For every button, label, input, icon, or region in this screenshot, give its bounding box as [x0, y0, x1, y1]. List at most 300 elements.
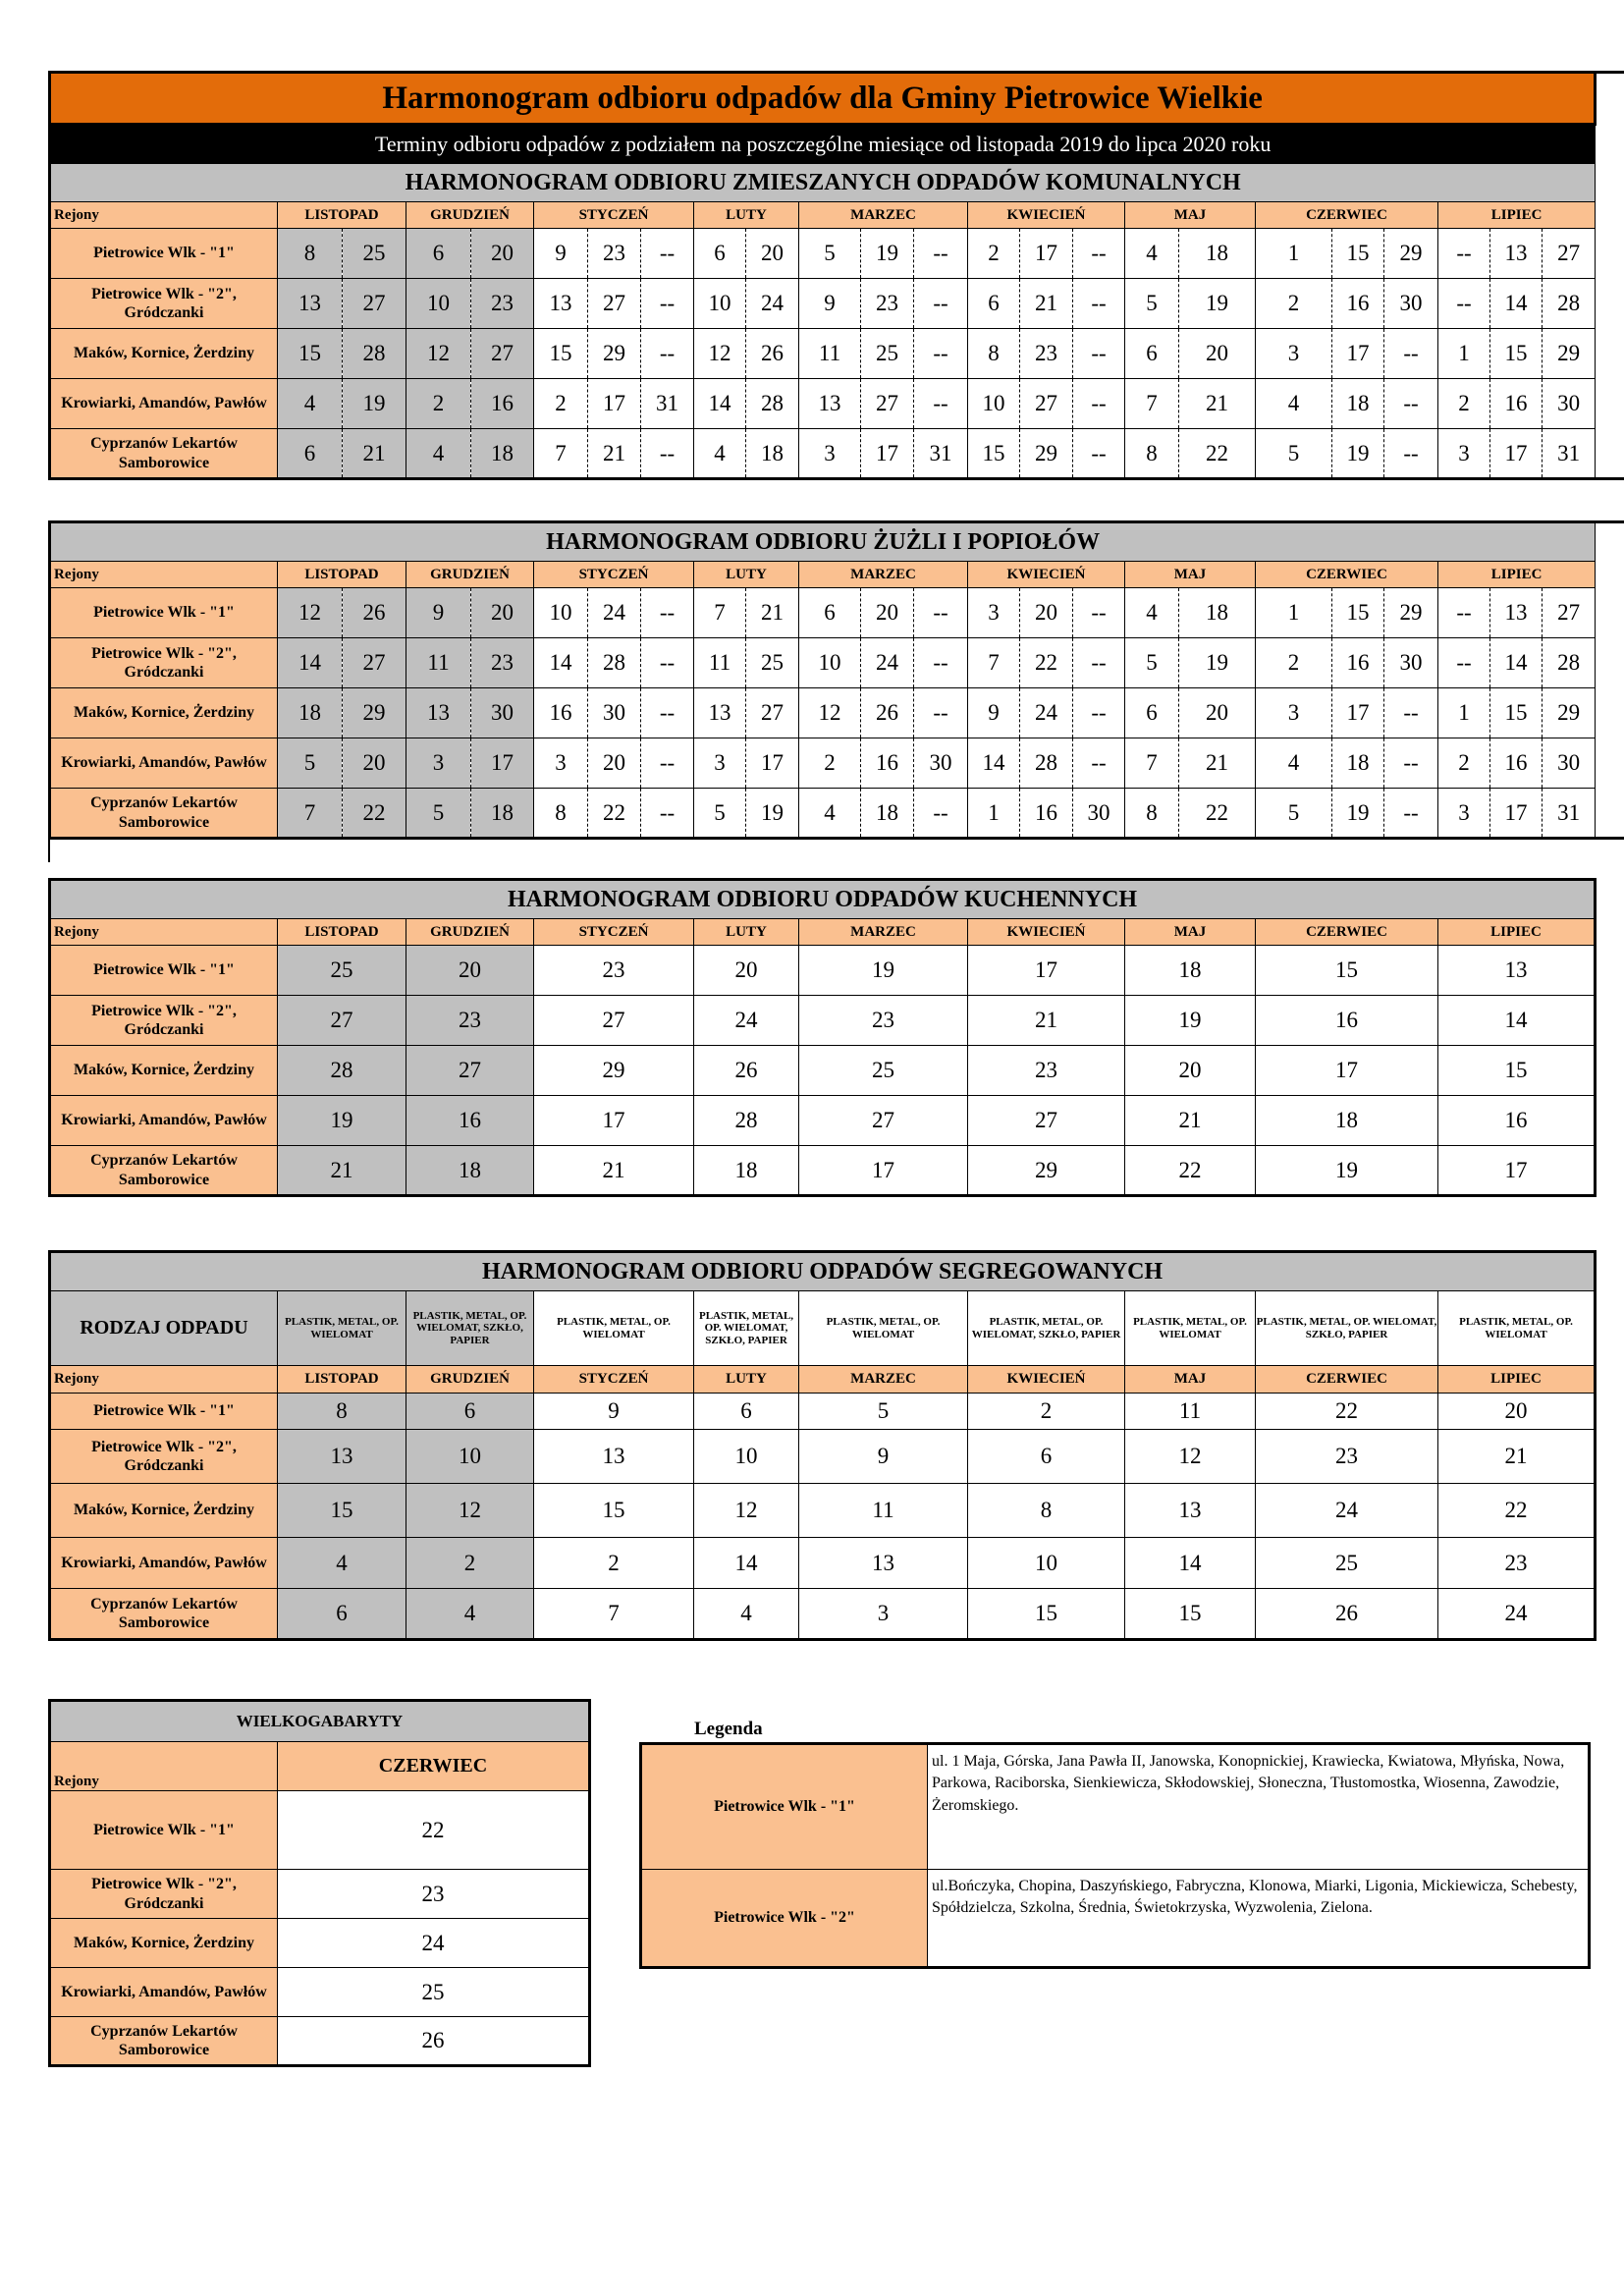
- table-row: [50, 688, 1624, 738]
- page-title: Harmonogram odbioru odpadów dla Gminy Pietrowice Wielkie: [50, 73, 1596, 125]
- waste-type: PLASTIK, METAL, OP. WIELOMAT: [1125, 1291, 1256, 1366]
- pickup-date: 24: [861, 638, 914, 688]
- month-header-3: LUTY: [694, 1366, 799, 1394]
- bulky-rejony-label: Rejony: [50, 1742, 278, 1791]
- pickup-date: 22: [1438, 1484, 1596, 1538]
- pickup-date: 15: [1256, 946, 1438, 996]
- region-label: Maków, Kornice, Żerdziny: [50, 1046, 278, 1096]
- month-header-6: MAJ: [1125, 1366, 1256, 1394]
- pickup-date: 8: [968, 329, 1020, 379]
- pickup-date: 4: [1125, 588, 1179, 638]
- pickup-date: 9: [534, 229, 588, 279]
- pickup-date: 18: [746, 429, 799, 479]
- waste-type: PLASTIK, METAL, OP. WIELOMAT, SZKŁO, PAPIER: [694, 1291, 799, 1366]
- pickup-date: 14: [1490, 638, 1543, 688]
- pickup-date: 15: [1490, 329, 1543, 379]
- pickup-date: 6: [278, 1589, 406, 1640]
- waste-type-label: RODZAJ ODPADU: [50, 1291, 278, 1366]
- pickup-date: 16: [1332, 638, 1384, 688]
- pickup-date: 3: [968, 588, 1020, 638]
- pickup-date: 1: [1438, 329, 1490, 379]
- pickup-date: 10: [694, 1430, 799, 1484]
- pickup-date: 21: [343, 429, 406, 479]
- schedule-sorted-waste: [50, 1291, 1596, 1640]
- pickup-date: 7: [534, 1589, 694, 1640]
- pickup-date: 23: [588, 229, 641, 279]
- pickup-date: 9: [799, 279, 861, 329]
- pickup-date: 18: [861, 789, 914, 839]
- pickup-date: 17: [471, 738, 534, 789]
- pickup-date: 29: [1020, 429, 1073, 479]
- pickup-date: 19: [1332, 429, 1384, 479]
- pickup-date: 19: [799, 946, 968, 996]
- region-label: Pietrowice Wlk - "2", Gródczanki: [50, 1430, 278, 1484]
- pickup-date: 27: [1543, 229, 1596, 279]
- pickup-date: 9: [406, 588, 471, 638]
- month-header-1: GRUDZIEŃ: [406, 562, 534, 588]
- pickup-date: --: [1384, 429, 1438, 479]
- pickup-date: 18: [1332, 738, 1384, 789]
- month-header-5: KWIECIEŃ: [968, 1366, 1125, 1394]
- pickup-date: 12: [694, 1484, 799, 1538]
- pickup-date: 24: [588, 588, 641, 638]
- month-header-2: STYCZEŃ: [534, 919, 694, 946]
- pickup-date: 8: [534, 789, 588, 839]
- pickup-date: 15: [278, 329, 343, 379]
- pickup-date: 28: [343, 329, 406, 379]
- pickup-date: 2: [406, 379, 471, 429]
- region-label: Pietrowice Wlk - "1": [50, 588, 278, 638]
- pickup-date: 3: [694, 738, 746, 789]
- pickup-date: 20: [1179, 329, 1256, 379]
- table-row: [50, 1430, 1596, 1484]
- pickup-date: 5: [799, 229, 861, 279]
- pickup-date: 21: [1179, 738, 1256, 789]
- rejony-header: Rejony: [50, 919, 278, 946]
- table-row: [50, 229, 1624, 279]
- pickup-date: 24: [746, 279, 799, 329]
- pickup-date: 21: [278, 1146, 406, 1196]
- table-row: [50, 279, 1624, 329]
- pickup-date: 9: [534, 1394, 694, 1430]
- pickup-date: 5: [1256, 789, 1332, 839]
- pickup-date: 10: [968, 379, 1020, 429]
- pickup-date: 6: [968, 279, 1020, 329]
- pickup-date: 1: [1256, 229, 1332, 279]
- pickup-date: 3: [1256, 329, 1332, 379]
- pickup-date: 13: [1438, 946, 1596, 996]
- region-label: Cyprzanów Lekartów Samborowice: [50, 789, 278, 839]
- bulky-date: 23: [278, 1870, 590, 1919]
- pickup-date: --: [914, 638, 968, 688]
- pickup-date: 25: [799, 1046, 968, 1096]
- pickup-date: 16: [1020, 789, 1073, 839]
- pickup-date: 18: [694, 1146, 799, 1196]
- pickup-date: 28: [1543, 638, 1596, 688]
- pickup-date: 28: [278, 1046, 406, 1096]
- pickup-date: 26: [746, 329, 799, 379]
- pickup-date: 5: [1125, 279, 1179, 329]
- pickup-date: 17: [861, 429, 914, 479]
- pickup-date: --: [1073, 379, 1125, 429]
- pickup-date: 22: [1020, 638, 1073, 688]
- table-row: [50, 1046, 1596, 1096]
- pickup-date: --: [1073, 588, 1125, 638]
- pickup-date: 1: [1256, 588, 1332, 638]
- divider-line: [48, 837, 50, 862]
- pickup-date: 5: [694, 789, 746, 839]
- pickup-date: 27: [406, 1046, 534, 1096]
- pickup-date: 17: [588, 379, 641, 429]
- pickup-date: 17: [1020, 229, 1073, 279]
- table-row: [50, 588, 1624, 638]
- waste-type: PLASTIK, METAL, OP. WIELOMAT: [534, 1291, 694, 1366]
- pickup-date: 1: [968, 789, 1020, 839]
- pickup-date: 2: [1256, 638, 1332, 688]
- pickup-date: --: [641, 588, 694, 638]
- pickup-date: 6: [1125, 329, 1179, 379]
- pickup-date: 21: [968, 996, 1125, 1046]
- pickup-date: 29: [343, 688, 406, 738]
- pickup-date: 12: [1125, 1430, 1256, 1484]
- pickup-date: 13: [1125, 1484, 1256, 1538]
- pickup-date: 30: [471, 688, 534, 738]
- pickup-date: --: [641, 229, 694, 279]
- pickup-date: 21: [1020, 279, 1073, 329]
- pickup-date: 19: [861, 229, 914, 279]
- pickup-date: --: [641, 688, 694, 738]
- pickup-date: 13: [1490, 229, 1543, 279]
- region-label: Cyprzanów Lekartów Samborowice: [50, 429, 278, 479]
- region-label: Krowiarki, Amandów, Pawłów: [50, 738, 278, 789]
- pickup-date: 13: [406, 688, 471, 738]
- pickup-date: 30: [1384, 638, 1438, 688]
- pickup-date: 24: [1256, 1484, 1438, 1538]
- pickup-date: --: [914, 229, 968, 279]
- pickup-date: 2: [1438, 379, 1490, 429]
- waste-type: PLASTIK, METAL, OP. WIELOMAT: [1438, 1291, 1596, 1366]
- pickup-date: --: [1384, 688, 1438, 738]
- pickup-date: 18: [1125, 946, 1256, 996]
- pickup-date: 27: [968, 1096, 1125, 1146]
- month-header-7: CZERWIEC: [1256, 562, 1438, 588]
- pickup-date: --: [1073, 429, 1125, 479]
- pickup-date: 13: [534, 1430, 694, 1484]
- pickup-date: 2: [968, 1394, 1125, 1430]
- pickup-date: 27: [278, 996, 406, 1046]
- region-label: Maków, Kornice, Żerdziny: [50, 1484, 278, 1538]
- pickup-date: --: [641, 329, 694, 379]
- table-row: [50, 1394, 1596, 1430]
- pickup-date: --: [1073, 638, 1125, 688]
- page-subtitle: Terminy odbioru odpadów z podziałem na poszczególne miesiące od listopada 2019 do lipca 2020 roku: [50, 125, 1596, 164]
- pickup-date: 15: [968, 1589, 1125, 1640]
- pickup-date: 26: [1256, 1589, 1438, 1640]
- table-row: [50, 429, 1624, 479]
- pickup-date: 11: [799, 1484, 968, 1538]
- month-header-2: STYCZEŃ: [534, 1366, 694, 1394]
- pickup-date: 20: [1438, 1394, 1596, 1430]
- pickup-date: --: [914, 789, 968, 839]
- pickup-date: 25: [746, 638, 799, 688]
- month-header-4: MARZEC: [799, 1366, 968, 1394]
- region-label: Cyprzanów Lekartów Samborowice: [50, 1146, 278, 1196]
- pickup-date: 16: [1332, 279, 1384, 329]
- pickup-date: --: [1384, 329, 1438, 379]
- pickup-date: 28: [694, 1096, 799, 1146]
- pickup-date: 29: [1543, 688, 1596, 738]
- pickup-date: --: [1438, 638, 1490, 688]
- pickup-date: 13: [1490, 588, 1543, 638]
- pickup-date: 16: [534, 688, 588, 738]
- pickup-date: 16: [1256, 996, 1438, 1046]
- pickup-date: 29: [534, 1046, 694, 1096]
- pickup-date: 17: [1256, 1046, 1438, 1096]
- pickup-date: 23: [1438, 1538, 1596, 1589]
- pickup-date: 5: [1125, 638, 1179, 688]
- pickup-date: 17: [1332, 329, 1384, 379]
- pickup-date: 16: [1438, 1096, 1596, 1146]
- pickup-date: 7: [1125, 379, 1179, 429]
- pickup-date: 17: [1490, 429, 1543, 479]
- legend-table: [639, 1742, 1591, 1969]
- pickup-date: 15: [1490, 688, 1543, 738]
- pickup-date: 13: [694, 688, 746, 738]
- pickup-date: 3: [406, 738, 471, 789]
- bulky-date: 22: [278, 1791, 590, 1870]
- pickup-date: 14: [278, 638, 343, 688]
- pickup-date: 6: [406, 1394, 534, 1430]
- pickup-date: 6: [968, 1430, 1125, 1484]
- table-row: [50, 1538, 1596, 1589]
- pickup-date: 16: [471, 379, 534, 429]
- pickup-date: 27: [534, 996, 694, 1046]
- pickup-date: --: [1073, 688, 1125, 738]
- pickup-date: 10: [968, 1538, 1125, 1589]
- pickup-date: 4: [694, 429, 746, 479]
- pickup-date: --: [1438, 279, 1490, 329]
- pickup-date: 9: [799, 1430, 968, 1484]
- bulky-date: 26: [278, 2017, 590, 2066]
- pickup-date: --: [1438, 229, 1490, 279]
- pickup-date: 22: [1179, 429, 1256, 479]
- pickup-date: 19: [1179, 638, 1256, 688]
- pickup-date: 4: [694, 1589, 799, 1640]
- pickup-date: 22: [1125, 1146, 1256, 1196]
- waste-type: PLASTIK, METAL, OP. WIELOMAT, SZKŁO, PAPIER: [968, 1291, 1125, 1366]
- pickup-date: 6: [694, 229, 746, 279]
- pickup-date: 22: [588, 789, 641, 839]
- pickup-date: 20: [471, 588, 534, 638]
- pickup-date: 29: [968, 1146, 1125, 1196]
- legend-title: Legenda: [694, 1719, 763, 1739]
- pickup-date: 24: [1438, 1589, 1596, 1640]
- pickup-date: 27: [799, 1096, 968, 1146]
- pickup-date: 19: [1179, 279, 1256, 329]
- bulky-date: 24: [278, 1919, 590, 1968]
- month-header-1: GRUDZIEŃ: [406, 919, 534, 946]
- month-header-6: MAJ: [1125, 202, 1256, 229]
- pickup-date: 18: [1332, 379, 1384, 429]
- pickup-date: --: [1073, 279, 1125, 329]
- pickup-date: --: [641, 738, 694, 789]
- rejony-header: Rejony: [50, 202, 278, 229]
- pickup-date: 29: [588, 329, 641, 379]
- pickup-date: 5: [799, 1394, 968, 1430]
- pickup-date: 8: [278, 229, 343, 279]
- pickup-date: 6: [694, 1394, 799, 1430]
- pickup-date: 19: [278, 1096, 406, 1146]
- pickup-date: 23: [968, 1046, 1125, 1096]
- pickup-date: 19: [746, 789, 799, 839]
- pickup-date: 7: [694, 588, 746, 638]
- pickup-date: --: [641, 279, 694, 329]
- pickup-date: 5: [278, 738, 343, 789]
- pickup-date: 11: [694, 638, 746, 688]
- month-header-3: LUTY: [694, 919, 799, 946]
- pickup-date: 2: [534, 1538, 694, 1589]
- pickup-date: 6: [799, 588, 861, 638]
- table-row: [50, 379, 1624, 429]
- table-row: [50, 1146, 1596, 1196]
- pickup-date: 31: [1543, 429, 1596, 479]
- pickup-date: 6: [406, 229, 471, 279]
- month-header-2: STYCZEŃ: [534, 562, 694, 588]
- legend-streets: ul.Bończyka, Chopina, Daszyńskiego, Fabryczna, Klonowa, Miarki, Ligonia, Mickiewicza, Schebesty, Spółdzielcza, Szkolna, Średnia, Świetokrzyska, Wyzwolenia, Zielona.: [928, 1870, 1590, 1968]
- pickup-date: 16: [1490, 379, 1543, 429]
- waste-type: PLASTIK, METAL, OP. WIELOMAT: [278, 1291, 406, 1366]
- pickup-date: 28: [588, 638, 641, 688]
- pickup-date: 17: [534, 1096, 694, 1146]
- month-header-0: LISTOPAD: [278, 919, 406, 946]
- pickup-date: 30: [914, 738, 968, 789]
- pickup-date: 23: [861, 279, 914, 329]
- pickup-date: 2: [1256, 279, 1332, 329]
- pickup-date: --: [1073, 329, 1125, 379]
- pickup-date: 16: [861, 738, 914, 789]
- month-header-7: CZERWIEC: [1256, 919, 1438, 946]
- pickup-date: 3: [1256, 688, 1332, 738]
- pickup-date: 1: [1438, 688, 1490, 738]
- pickup-date: 19: [343, 379, 406, 429]
- pickup-date: --: [914, 379, 968, 429]
- pickup-date: 27: [1543, 588, 1596, 638]
- month-header-1: GRUDZIEŃ: [406, 202, 534, 229]
- pickup-date: 5: [1256, 429, 1332, 479]
- table-row: [50, 329, 1624, 379]
- pickup-date: 29: [1543, 329, 1596, 379]
- pickup-date: 22: [1179, 789, 1256, 839]
- pickup-date: 20: [1020, 588, 1073, 638]
- pickup-date: 8: [1125, 429, 1179, 479]
- pickup-date: 18: [1179, 588, 1256, 638]
- pickup-date: 2: [968, 229, 1020, 279]
- region-label: Pietrowice Wlk - "2", Gródczanki: [50, 996, 278, 1046]
- pickup-date: --: [1073, 738, 1125, 789]
- pickup-date: 28: [746, 379, 799, 429]
- table-row: [50, 1096, 1596, 1146]
- pickup-date: 15: [1332, 229, 1384, 279]
- pickup-date: --: [1384, 379, 1438, 429]
- pickup-date: 12: [799, 688, 861, 738]
- table-row: [50, 946, 1596, 996]
- table-row: [50, 1589, 1596, 1640]
- pickup-date: 7: [534, 429, 588, 479]
- month-header-5: KWIECIEŃ: [968, 919, 1125, 946]
- pickup-date: 20: [1179, 688, 1256, 738]
- pickup-date: 31: [641, 379, 694, 429]
- pickup-date: 21: [588, 429, 641, 479]
- pickup-date: 23: [471, 638, 534, 688]
- pickup-date: 29: [1384, 229, 1438, 279]
- pickup-date: 24: [694, 996, 799, 1046]
- pickup-date: --: [914, 279, 968, 329]
- pickup-date: 4: [406, 1589, 534, 1640]
- region-label: Pietrowice Wlk - "1": [50, 229, 278, 279]
- pickup-date: 2: [406, 1538, 534, 1589]
- pickup-date: 22: [1256, 1394, 1438, 1430]
- pickup-date: 2: [1438, 738, 1490, 789]
- pickup-date: 21: [534, 1146, 694, 1196]
- pickup-date: 30: [1543, 738, 1596, 789]
- pickup-date: 8: [1125, 789, 1179, 839]
- region-label: Maków, Kornice, Żerdziny: [50, 688, 278, 738]
- pickup-date: 15: [278, 1484, 406, 1538]
- pickup-date: 21: [1179, 379, 1256, 429]
- schedule-ash: [50, 562, 1624, 839]
- pickup-date: 28: [1543, 279, 1596, 329]
- pickup-date: 14: [694, 379, 746, 429]
- region-label: Pietrowice Wlk - "1": [50, 946, 278, 996]
- month-header-7: CZERWIEC: [1256, 1366, 1438, 1394]
- region-label: Pietrowice Wlk - "2", Gródczanki: [50, 638, 278, 688]
- pickup-date: 3: [799, 429, 861, 479]
- pickup-date: 10: [694, 279, 746, 329]
- bulky-region: Pietrowice Wlk - "1": [50, 1791, 278, 1870]
- waste-type: PLASTIK, METAL, OP. WIELOMAT, SZKŁO, PAPIER: [1256, 1291, 1438, 1366]
- pickup-date: 19: [1256, 1146, 1438, 1196]
- month-header-5: KWIECIEŃ: [968, 562, 1125, 588]
- pickup-date: 30: [1384, 279, 1438, 329]
- pickup-date: 23: [471, 279, 534, 329]
- pickup-date: 15: [534, 329, 588, 379]
- pickup-date: 18: [471, 789, 534, 839]
- pickup-date: 30: [588, 688, 641, 738]
- pickup-date: --: [1073, 229, 1125, 279]
- pickup-date: 4: [278, 379, 343, 429]
- legend-streets: ul. 1 Maja, Górska, Jana Pawła II, Janowska, Konopnickiej, Krawiecka, Kwiatowa, Młyńska, Nowa, Parkowa, Raciborska, Sienkiewicza, Skłodowskiej, Słoneczna, Tłustomostka, Wiosenna, Zawodzie, Żeromskiego.: [928, 1744, 1590, 1870]
- pickup-date: 12: [278, 588, 343, 638]
- pickup-date: 11: [799, 329, 861, 379]
- pickup-date: 18: [278, 688, 343, 738]
- bulky-month: CZERWIEC: [278, 1742, 590, 1791]
- pickup-date: 17: [1332, 688, 1384, 738]
- pickup-date: 20: [406, 946, 534, 996]
- pickup-date: 23: [406, 996, 534, 1046]
- pickup-date: 8: [968, 1484, 1125, 1538]
- table-row: [50, 638, 1624, 688]
- pickup-date: 11: [1125, 1394, 1256, 1430]
- pickup-date: 2: [799, 738, 861, 789]
- pickup-date: 31: [914, 429, 968, 479]
- table-row: [50, 789, 1624, 839]
- pickup-date: 5: [406, 789, 471, 839]
- pickup-date: 19: [1332, 789, 1384, 839]
- bulky-region: Pietrowice Wlk - "2", Gródczanki: [50, 1870, 278, 1919]
- pickup-date: 26: [861, 688, 914, 738]
- bulky-title: WIELKOGABARYTY: [50, 1701, 590, 1742]
- pickup-date: --: [914, 588, 968, 638]
